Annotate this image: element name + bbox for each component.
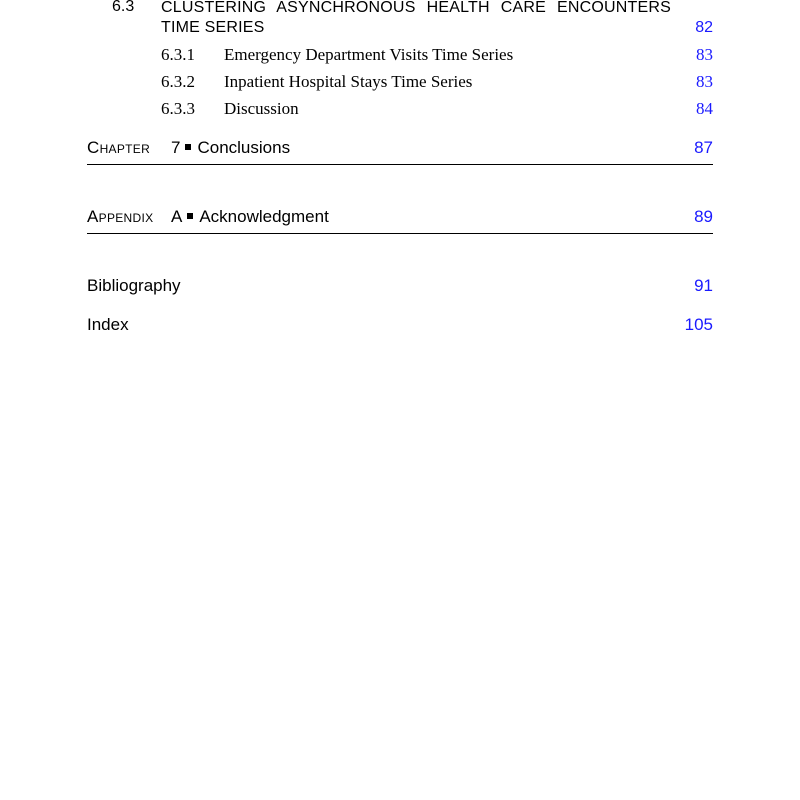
subsection-title: Inpatient Hospital Stays Time Series (224, 72, 473, 91)
appendix-number: A (171, 207, 183, 226)
chapter-page-link[interactable]: 87 (694, 138, 713, 157)
chapter-label: Chapter (87, 138, 151, 157)
chapter-heading (171, 138, 290, 158)
toc-index[interactable] (87, 315, 713, 339)
subsection-page-link[interactable]: 83 (696, 45, 713, 64)
toc-bibliography[interactable] (87, 276, 713, 300)
index-page-link[interactable]: 105 (684, 315, 713, 334)
appendix-title: Acknowledgment (199, 207, 329, 226)
index-title: Index (87, 315, 129, 334)
subsection-page-link[interactable]: 83 (696, 72, 713, 91)
toc-subsection[interactable] (0, 45, 800, 67)
subsection-title: Emergency Department Visits Time Series (224, 45, 514, 64)
section-page-link[interactable]: 82 (695, 19, 713, 36)
appendix-page-link[interactable]: 89 (694, 207, 713, 226)
bibliography-page-link[interactable]: 91 (694, 276, 713, 295)
appendix-label: Appendix (87, 207, 154, 226)
subsection-number: 6.3.2 (161, 72, 195, 91)
subsection-number: 6.3.1 (161, 45, 195, 64)
toc-subsection[interactable] (0, 99, 800, 121)
bullet-icon (187, 213, 193, 219)
appendix-heading (171, 207, 329, 227)
bibliography-title: Bibliography (87, 276, 181, 295)
toc-chapter-7[interactable] (87, 138, 713, 165)
bullet-icon (185, 144, 191, 150)
subsection-title: Discussion (224, 99, 299, 118)
toc-subsection[interactable] (0, 72, 800, 94)
chapter-title: Conclusions (197, 138, 291, 157)
subsection-number: 6.3.3 (161, 99, 195, 118)
section-title: CLUSTERING ASYNCHRONOUS HEALTH CARE ENCOUNTERS TIME SERIES (161, 0, 671, 36)
toc-appendix-a[interactable] (87, 207, 713, 234)
section-number: 6.3 (112, 0, 135, 15)
chapter-number: 7 (171, 138, 181, 157)
subsection-page-link[interactable]: 84 (696, 99, 713, 118)
